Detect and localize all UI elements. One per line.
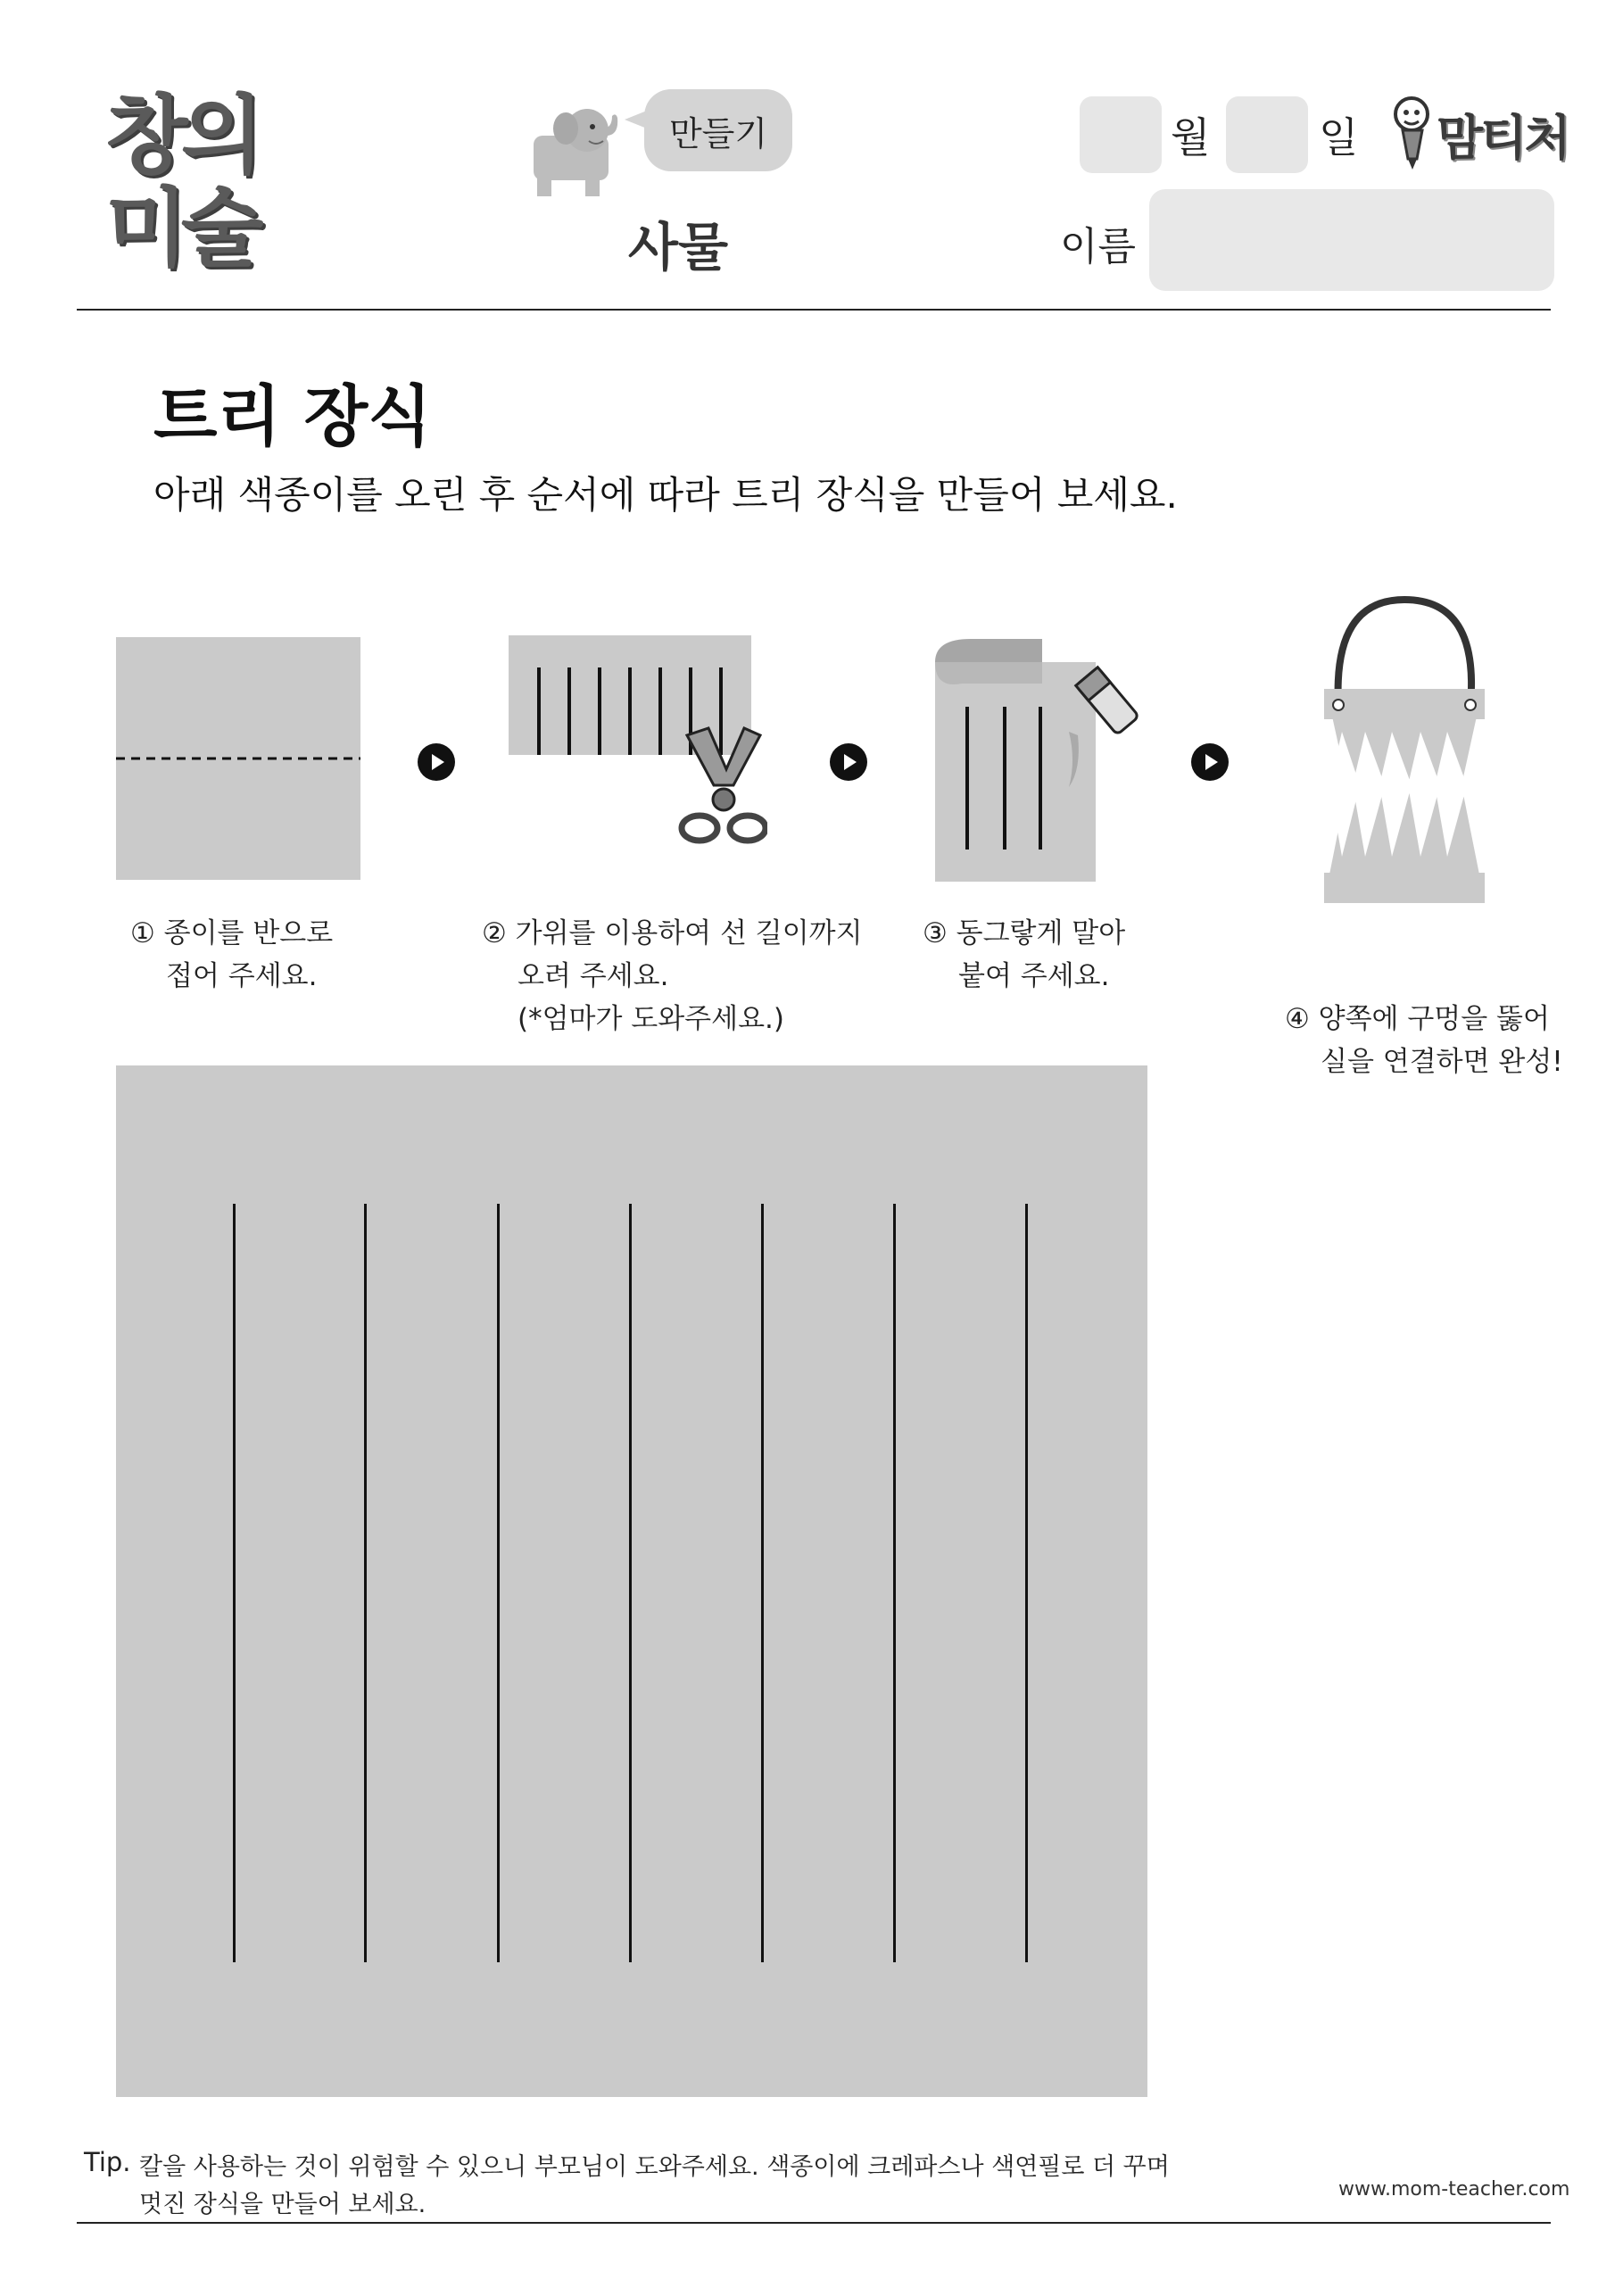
step-caption-line: ① 종이를 반으로 xyxy=(130,917,334,949)
footer-divider xyxy=(77,2222,1551,2224)
worksheet-instruction: 아래 색종이를 오린 후 순서에 따라 트리 장식을 만들어 보세요. xyxy=(153,473,1178,517)
step-1-caption xyxy=(130,912,333,998)
next-arrow-icon xyxy=(418,743,455,781)
step-caption-line: 붙여 주세요. xyxy=(958,960,1110,992)
category-tag: 만들기 xyxy=(644,89,792,171)
tip-label: Tip. xyxy=(84,2147,131,2177)
tip-text-line1: 칼을 사용하는 것이 위험할 수 있으니 부모님이 도와주세요. 색종이에 크레파스나 색연필로 더 꾸며 xyxy=(139,2153,1170,2181)
series-logo-line1: 창의 xyxy=(105,86,257,186)
cut-line xyxy=(233,1204,236,1962)
name-label: 이름 xyxy=(1060,224,1137,269)
cutting-scissors-illustration xyxy=(509,635,767,850)
month-label: 월 xyxy=(1171,113,1211,162)
step-caption-line: ④ 양쪽에 구멍을 뚫어 xyxy=(1285,1003,1550,1035)
cut-line xyxy=(761,1204,764,1962)
next-arrow-icon xyxy=(830,743,867,781)
cut-line xyxy=(1025,1204,1028,1962)
cutout-paper xyxy=(116,1065,1147,2097)
step-2-caption xyxy=(482,912,863,1040)
step-caption-line: 접어 주세요. xyxy=(166,960,318,992)
step-4-caption xyxy=(1285,998,1563,1083)
name-input[interactable] xyxy=(1149,189,1554,291)
next-arrow-icon xyxy=(1191,743,1229,781)
folded-paper-illustration xyxy=(116,637,360,880)
cut-line xyxy=(497,1204,500,1962)
elephant-icon xyxy=(525,105,625,198)
step-caption-line: ② 가위를 이용하여 선 길이까지 xyxy=(482,917,863,949)
step-caption-line: (*엄마가 도와주세요.) xyxy=(518,1003,784,1035)
header-divider xyxy=(77,309,1551,311)
finished-lantern-illustration xyxy=(1271,589,1538,964)
brand-logo: 맘티처 xyxy=(1437,110,1569,166)
website-link[interactable]: www.mom-teacher.com xyxy=(1338,2178,1570,2201)
step-caption-line: ③ 동그랗게 말아 xyxy=(923,917,1126,949)
step-caption-line: 오려 주세요. xyxy=(518,960,669,992)
cut-line xyxy=(364,1204,367,1962)
month-input[interactable] xyxy=(1080,96,1162,173)
tip-text-line2: 멋진 장식을 만들어 보세요. xyxy=(139,2191,426,2218)
series-logo xyxy=(105,86,284,294)
rolling-paper-glue-illustration xyxy=(935,635,1155,882)
series-logo-line2: 미술 xyxy=(105,178,257,278)
day-label: 일 xyxy=(1319,113,1359,162)
worksheet-title: 트리 장식 xyxy=(153,378,432,455)
step-caption-line: 실을 연결하면 완성! xyxy=(1321,1046,1563,1078)
step-3-caption xyxy=(923,912,1125,998)
day-input[interactable] xyxy=(1226,96,1308,173)
cut-line xyxy=(629,1204,632,1962)
category-title: 사물 xyxy=(627,217,729,278)
cut-line xyxy=(893,1204,896,1962)
